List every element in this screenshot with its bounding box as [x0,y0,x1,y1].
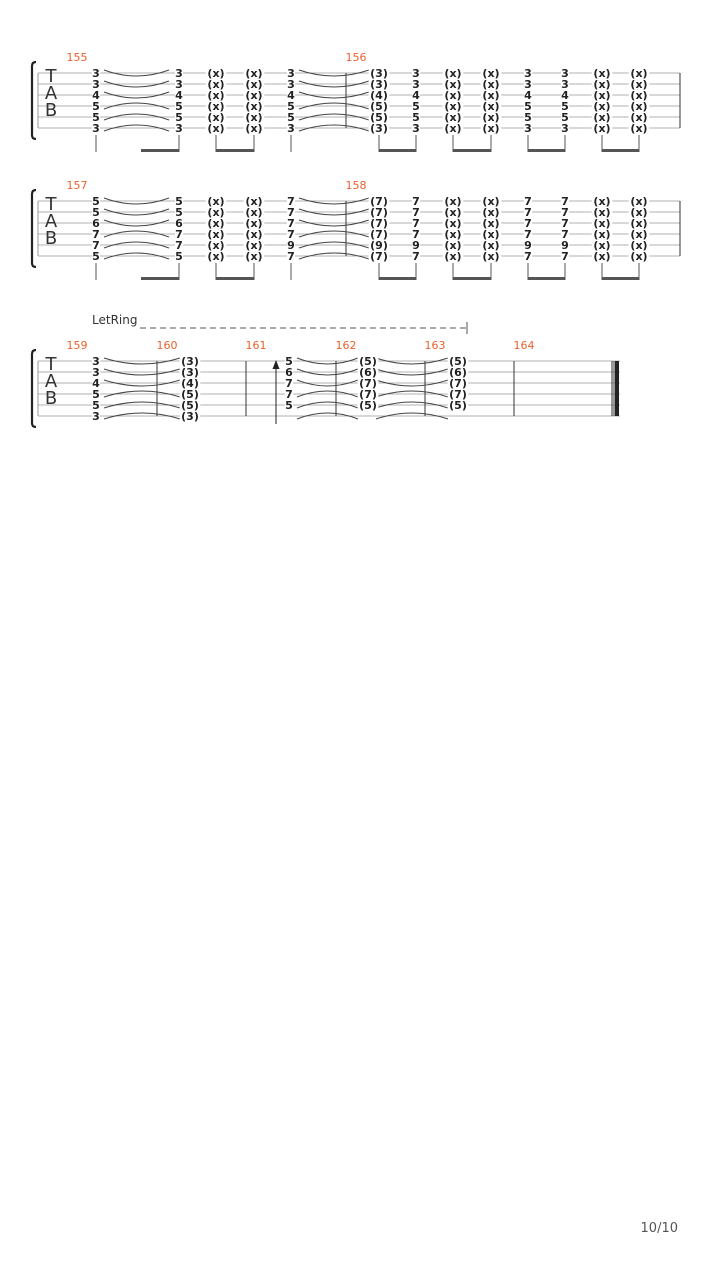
measure-number: 162 [335,339,357,352]
measure-number: 164 [513,339,535,352]
fret-number: (7) [359,388,377,401]
fret-number: (x) [444,239,462,252]
fret-number: 3 [561,78,569,91]
fret-number: 7 [412,228,420,241]
fret-number: (x) [444,228,462,241]
fret-number: (x) [444,100,462,113]
fret-number: (6) [449,366,467,379]
fret-number: (x) [245,195,263,208]
fret-number: (x) [593,228,611,241]
fret-number: 3 [175,122,183,135]
fret-number: 7 [175,239,183,252]
fret-number: (x) [630,89,648,102]
beam [379,277,416,280]
fret-number: (x) [593,195,611,208]
fret-number: 7 [524,228,532,241]
fret-number: 7 [92,228,100,241]
fret-number: 3 [92,366,100,379]
fret-number: (x) [207,228,225,241]
fret-number: (x) [593,100,611,113]
fret-number: (x) [630,78,648,91]
fret-number: 3 [92,355,100,368]
fret-number: 4 [561,89,569,102]
fret-number: (x) [207,122,225,135]
fret-number: 3 [175,78,183,91]
fret-number: (5) [181,399,199,412]
fret-number: 3 [287,122,295,135]
beam [141,277,179,280]
fret-number: 5 [175,195,183,208]
measure-number: 161 [245,339,267,352]
fret-number: 5 [285,355,293,368]
fret-number: (x) [207,78,225,91]
fret-number: (x) [245,67,263,80]
fret-number: (x) [482,206,500,219]
fret-number: (3) [181,366,199,379]
fret-number: 5 [285,399,293,412]
fret-number: 7 [285,377,293,390]
tab-clef-letter: A [44,83,58,104]
fret-number: (x) [482,250,500,263]
fret-number: (x) [444,78,462,91]
fret-number: (x) [630,239,648,252]
fret-number: 3 [524,78,532,91]
fret-number: 3 [412,122,420,135]
staff-system [32,190,680,280]
beam [453,277,491,280]
fret-number: (5) [359,355,377,368]
measure-number: 160 [156,339,178,352]
fret-number: (x) [630,217,648,230]
beam [379,149,416,152]
fret-number: (9) [370,239,388,252]
fret-number: 6 [175,217,183,230]
fret-number: (x) [207,100,225,113]
fret-number: 9 [287,239,295,252]
fret-number: (x) [630,228,648,241]
fret-number: 7 [412,195,420,208]
fret-number: 5 [92,111,100,124]
fret-number: 5 [92,388,100,401]
fret-number: (x) [593,239,611,252]
fret-number: (x) [245,100,263,113]
measure-number: 163 [424,339,446,352]
fret-number: 5 [92,100,100,113]
fret-number: (x) [207,217,225,230]
fret-number: (5) [449,399,467,412]
fret-number: 9 [524,239,532,252]
fret-number: 7 [412,206,420,219]
fret-number: 5 [175,111,183,124]
final-bar-thick [615,361,619,416]
fret-number: (x) [482,89,500,102]
page-number: 10/10 [640,1221,678,1236]
fret-number: (x) [207,206,225,219]
fret-number: (x) [593,250,611,263]
fret-number: (5) [370,100,388,113]
fret-number: (x) [245,239,263,252]
fret-number: 4 [287,89,295,102]
system-bracket [32,62,36,139]
fret-number: (x) [630,111,648,124]
fret-number: 5 [412,111,420,124]
fret-number: 7 [412,217,420,230]
fret-number: 7 [524,250,532,263]
fret-number: 7 [561,217,569,230]
fret-number: (x) [593,67,611,80]
fret-number: 7 [561,228,569,241]
fret-number: (x) [630,122,648,135]
fret-number: (6) [359,366,377,379]
fret-number: 4 [524,89,532,102]
fret-number: (5) [370,111,388,124]
fret-number: (x) [207,250,225,263]
fret-number: (x) [207,67,225,80]
fret-number: (4) [181,377,199,390]
fret-number: (x) [593,78,611,91]
fret-number: 3 [524,67,532,80]
fret-number: (x) [207,195,225,208]
fret-number: (x) [630,206,648,219]
fret-number: 4 [412,89,420,102]
fret-number: 3 [92,67,100,80]
staff-system [32,322,620,427]
fret-number: (5) [449,355,467,368]
fret-number: (x) [444,250,462,263]
staff-system [32,62,680,152]
fret-number: 7 [561,250,569,263]
fret-number: 5 [92,250,100,263]
fret-number: (x) [593,122,611,135]
fret-number: 3 [92,78,100,91]
fret-number: (x) [482,67,500,80]
fret-number: (x) [482,100,500,113]
fret-number: (x) [482,228,500,241]
fret-number: (x) [444,89,462,102]
fret-number: 7 [524,206,532,219]
fret-number: (7) [370,217,388,230]
fret-number: 7 [285,388,293,401]
fret-number: (7) [370,195,388,208]
fret-number: 5 [412,100,420,113]
fret-number: (x) [207,111,225,124]
fret-number: 7 [287,206,295,219]
beam [528,149,565,152]
fret-number: 6 [285,366,293,379]
fret-number: (3) [181,410,199,423]
fret-number: (x) [444,195,462,208]
fret-number: (x) [207,89,225,102]
system-bracket [32,190,36,267]
fret-number: (x) [482,217,500,230]
fret-number: (x) [444,122,462,135]
fret-number: 3 [287,78,295,91]
fret-number: (7) [370,250,388,263]
fret-number: (x) [245,111,263,124]
fret-number: (x) [482,195,500,208]
fret-number: 3 [92,122,100,135]
fret-number: 7 [412,250,420,263]
fret-number: (3) [370,122,388,135]
fret-number: (3) [370,78,388,91]
fret-number: 3 [561,67,569,80]
fret-number: 5 [561,100,569,113]
beam [453,149,491,152]
fret-number: (7) [370,228,388,241]
fret-number: 5 [175,100,183,113]
beam [602,149,639,152]
fret-number: 9 [561,239,569,252]
fret-number: 7 [175,228,183,241]
fret-number: (7) [449,388,467,401]
fret-number: 3 [412,67,420,80]
fret-number: (x) [593,111,611,124]
fret-number: (x) [630,100,648,113]
fret-number: 4 [92,377,100,390]
fret-number: (x) [444,217,462,230]
fret-number: 3 [524,122,532,135]
tab-clef-letter: T [45,66,57,87]
fret-number: 7 [287,195,295,208]
fret-number: 5 [524,100,532,113]
fret-number: 9 [412,239,420,252]
fret-number: 7 [524,195,532,208]
fret-number: (4) [370,89,388,102]
fret-number: (x) [482,239,500,252]
fret-number: 7 [524,217,532,230]
fret-number: (x) [444,67,462,80]
tab-clef-letter: B [44,100,58,121]
tab-clef-letter: A [44,371,58,392]
beam [141,149,179,152]
fret-number: 5 [92,399,100,412]
let-ring-label: LetRing [92,313,138,327]
fret-number: 3 [412,78,420,91]
fret-number: 5 [561,111,569,124]
fret-number: 5 [524,111,532,124]
fret-number: (x) [245,89,263,102]
fret-number: 5 [92,206,100,219]
fret-number: (7) [359,377,377,390]
beam [528,277,565,280]
fret-number: (x) [245,78,263,91]
fret-number: (3) [181,355,199,368]
fret-number: 5 [92,195,100,208]
fret-number: 5 [175,250,183,263]
fret-number: (7) [449,377,467,390]
fret-number: (x) [593,217,611,230]
fret-number: 5 [287,111,295,124]
system-bracket [32,350,36,427]
fret-number: (5) [181,388,199,401]
fret-number: (x) [482,122,500,135]
beam [602,277,639,280]
fret-number: 3 [561,122,569,135]
fret-number: (x) [630,250,648,263]
fret-number: (3) [370,67,388,80]
measure-number: 155 [66,51,88,64]
fret-number: (x) [482,78,500,91]
fret-number: (7) [370,206,388,219]
fret-number: (x) [630,195,648,208]
fret-number: 4 [175,89,183,102]
measure-number: 157 [66,179,88,192]
fret-number: (x) [245,206,263,219]
fret-number: 7 [287,217,295,230]
fret-number: 7 [287,228,295,241]
tab-clef-letter: T [45,354,57,375]
measure-number: 156 [345,51,367,64]
fret-number: 6 [92,217,100,230]
fret-number: 4 [92,89,100,102]
fret-number: 3 [287,67,295,80]
fret-number: (x) [207,239,225,252]
fret-number: (x) [593,206,611,219]
fret-number: (x) [245,228,263,241]
fret-number: (5) [359,399,377,412]
fret-number: 7 [561,206,569,219]
tab-clef-letter: B [44,388,58,409]
fret-number: 7 [561,195,569,208]
fret-number: (x) [245,217,263,230]
fret-number: 3 [92,410,100,423]
tab-clef-letter: A [44,211,58,232]
fret-number: (x) [482,111,500,124]
fret-number: (x) [245,122,263,135]
fret-number: (x) [593,89,611,102]
fret-number: (x) [245,250,263,263]
fret-number: (x) [630,67,648,80]
fret-number: 3 [175,67,183,80]
fret-number: 5 [287,100,295,113]
fret-number: (x) [444,111,462,124]
fret-number: 5 [175,206,183,219]
measure-number: 158 [345,179,367,192]
fret-number: 7 [92,239,100,252]
fret-number: 7 [287,250,295,263]
fret-number: (x) [444,206,462,219]
tab-clef-letter: B [44,228,58,249]
beam [216,149,254,152]
measure-number: 159 [66,339,88,352]
tab-clef-letter: T [45,194,57,215]
beam [216,277,254,280]
